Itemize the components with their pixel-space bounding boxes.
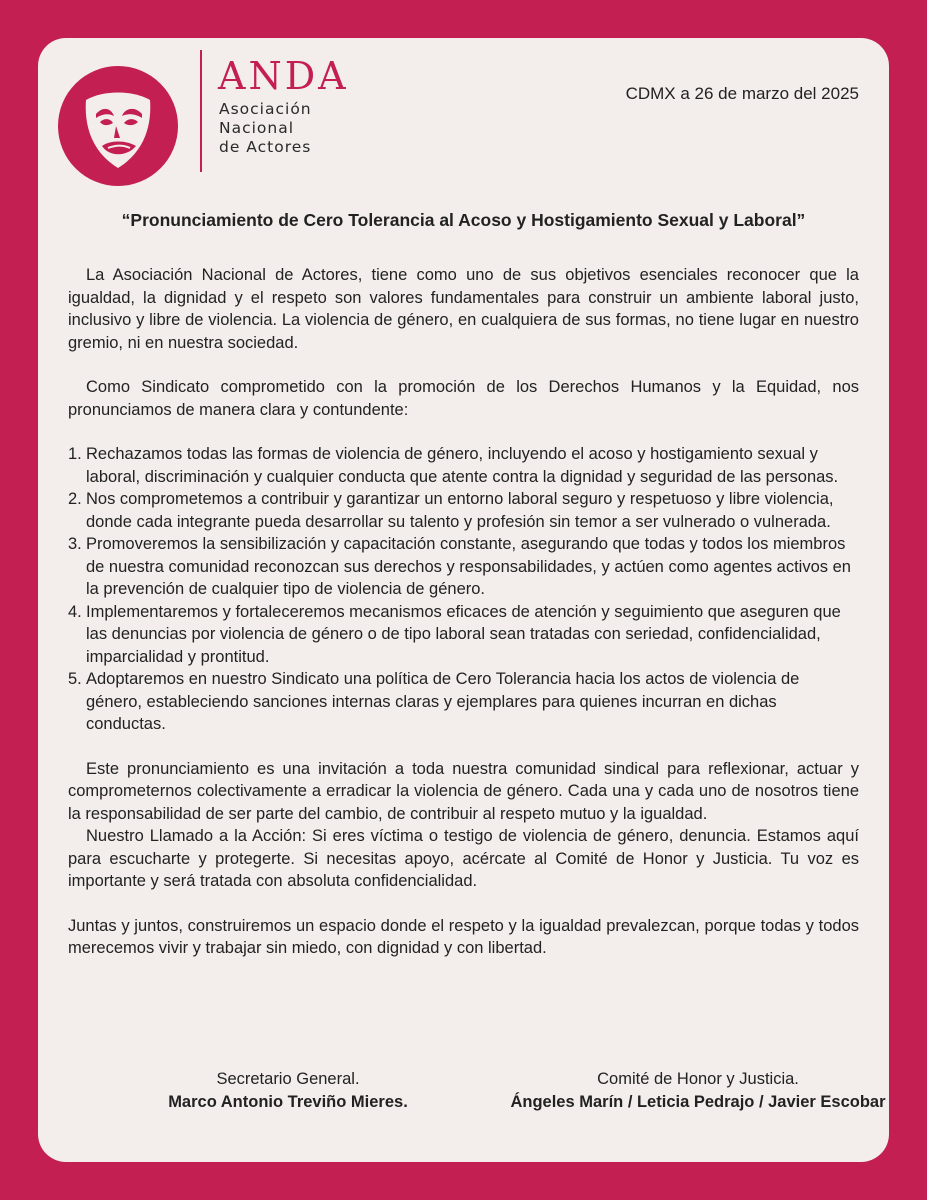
list-item: 3. Promoveremos la sensibilización y capacitación constante, asegurando que todas y todos los miembros de nuestra comunidad reconozcan sus derechos y responsabilidades, y actúen como agentes activos en la prevención de cualquier tipo de violencia de género.: [68, 535, 851, 598]
document-title: “Pronunciamiento de Cero Tolerancia al Acoso y Hostigamiento Sexual y Laboral”: [121, 210, 806, 230]
document-card: [38, 38, 889, 1162]
commitments-list: [68, 443, 859, 736]
list-item: 4. Implementaremos y fortaleceremos mecanismos eficaces de atención y seguimiento que aseguren que las denuncias por violencia de género o de tipo laboral sean tratadas con seriedad, confidencialidad, imparcialidad y prontitud.: [68, 602, 841, 666]
logo-divider: [200, 50, 202, 172]
intro-paragraph: La Asociación Nacional de Actores, tiene como uno de sus objetivos esenciales reconocer que la igualdad, la dignidad y el respeto son valores fundamentales para construir un ambiente laboral justo, inclusivo y libre de violencia. La violencia de género, en cualquiera de sus formas, no tiene lugar en nuestro gremio, ni en nuestra sociedad.: [68, 266, 859, 352]
list-item: 5. Adoptaremos en nuestro Sindicato una política de Cero Tolerancia hacia los actos de violencia de género, estableciendo sanciones internas claras y ejemplares para quienes incurran en dichas conductas.: [68, 670, 800, 733]
call-to-action-paragraph: Nuestro Llamado a la Acción: Si eres víctima o testigo de violencia de género, denuncia. Estamos aquí para escucharte y protegerte. Si necesitas apoyo, acércate al Comité de Honor y Justicia. Tu voz es importante y será tratada con absoluta confidencialidad.: [68, 827, 859, 890]
signature-name: Ángeles Marín / Leticia Pedrajo / Javier Escobar: [510, 1092, 886, 1111]
logo-wordmark: ANDA: [218, 54, 349, 98]
document-date: CDMX a 26 de marzo del 2025: [625, 84, 859, 103]
signature-committee: [478, 1068, 918, 1113]
logo-subtitle: Asociación Nacional de Actores: [219, 100, 312, 156]
commitment-paragraph: Como Sindicato comprometido con la promoción de los Derechos Humanos y la Equidad, nos pronunciamos de manera clara y contundente:: [68, 378, 859, 419]
list-item: 1. Rechazamos todas las formas de violencia de género, incluyendo el acoso y hostigamiento sexual y laboral, discriminación y cualquier conducta que atente contra la dignidad y seguridad de las personas.: [68, 445, 839, 486]
signature-secretary: [138, 1068, 438, 1113]
signature-role: Comité de Honor y Justicia.: [597, 1070, 799, 1088]
document-body: [68, 264, 859, 960]
signature-role: Secretario General.: [216, 1070, 360, 1088]
signature-name: Marco Antonio Treviño Mieres.: [168, 1092, 408, 1111]
list-item: 2. Nos comprometemos a contribuir y garantizar un entorno laboral seguro y respetuoso y libre violencia, donde cada integrante pueda desarrollar su talento y profesión sin temor a ser vulnerado o vulnerada.: [68, 490, 834, 531]
theater-mask-logo-icon: [58, 66, 178, 186]
invitation-paragraph: Este pronunciamiento es una invitación a toda nuestra comunidad sindical para reflexionar, actuar y comprometernos colectivamente a erradicar la violencia de género. Cada una y cada uno de nosotros tiene la responsabilidad de ser parte del cambio, de contribuir al respeto mutuo y la igualdad.: [68, 759, 859, 823]
closing-paragraph: Juntas y juntos, construiremos un espacio donde el respeto y la igualdad prevalezcan, porque todas y todos merecemos vivir y trabajar sin miedo, con dignidad y con libertad.: [68, 916, 859, 957]
